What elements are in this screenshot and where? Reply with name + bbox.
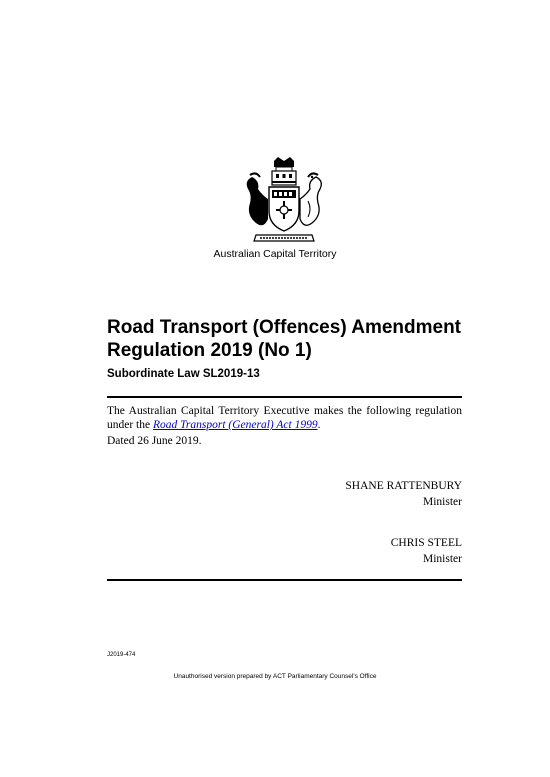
enactment-clause	[107, 404, 462, 432]
enactment-end: .	[317, 419, 321, 431]
act-link[interactable]: Road Transport (General) Act 1999	[152, 419, 318, 431]
signatory-role: Minister	[423, 553, 462, 565]
act-coat-of-arms-icon	[238, 155, 330, 247]
document-code: J2019-474	[107, 652, 136, 658]
jurisdiction-name: Australian Capital Territory	[213, 248, 337, 260]
enactment-text: The Australian Capital Territory Executive makes the following regulation under the	[107, 405, 462, 431]
signatory-name: CHRIS STEEL	[390, 537, 462, 549]
document-title: Road Transport (Offences) Amendment Regulation 2019 (No 1)	[107, 317, 462, 361]
footer-note: Unauthorised version prepared by ACT Parliamentary Counsel's Office	[173, 673, 377, 680]
signatory-name: SHANE RATTENBURY	[345, 480, 462, 492]
bottom-divider	[107, 579, 462, 581]
signatory-role: Minister	[423, 496, 462, 508]
dated-line: Dated 26 June 2019.	[107, 435, 202, 447]
top-divider	[107, 396, 462, 398]
subordinate-law-number: Subordinate Law SL2019-13	[107, 368, 260, 380]
